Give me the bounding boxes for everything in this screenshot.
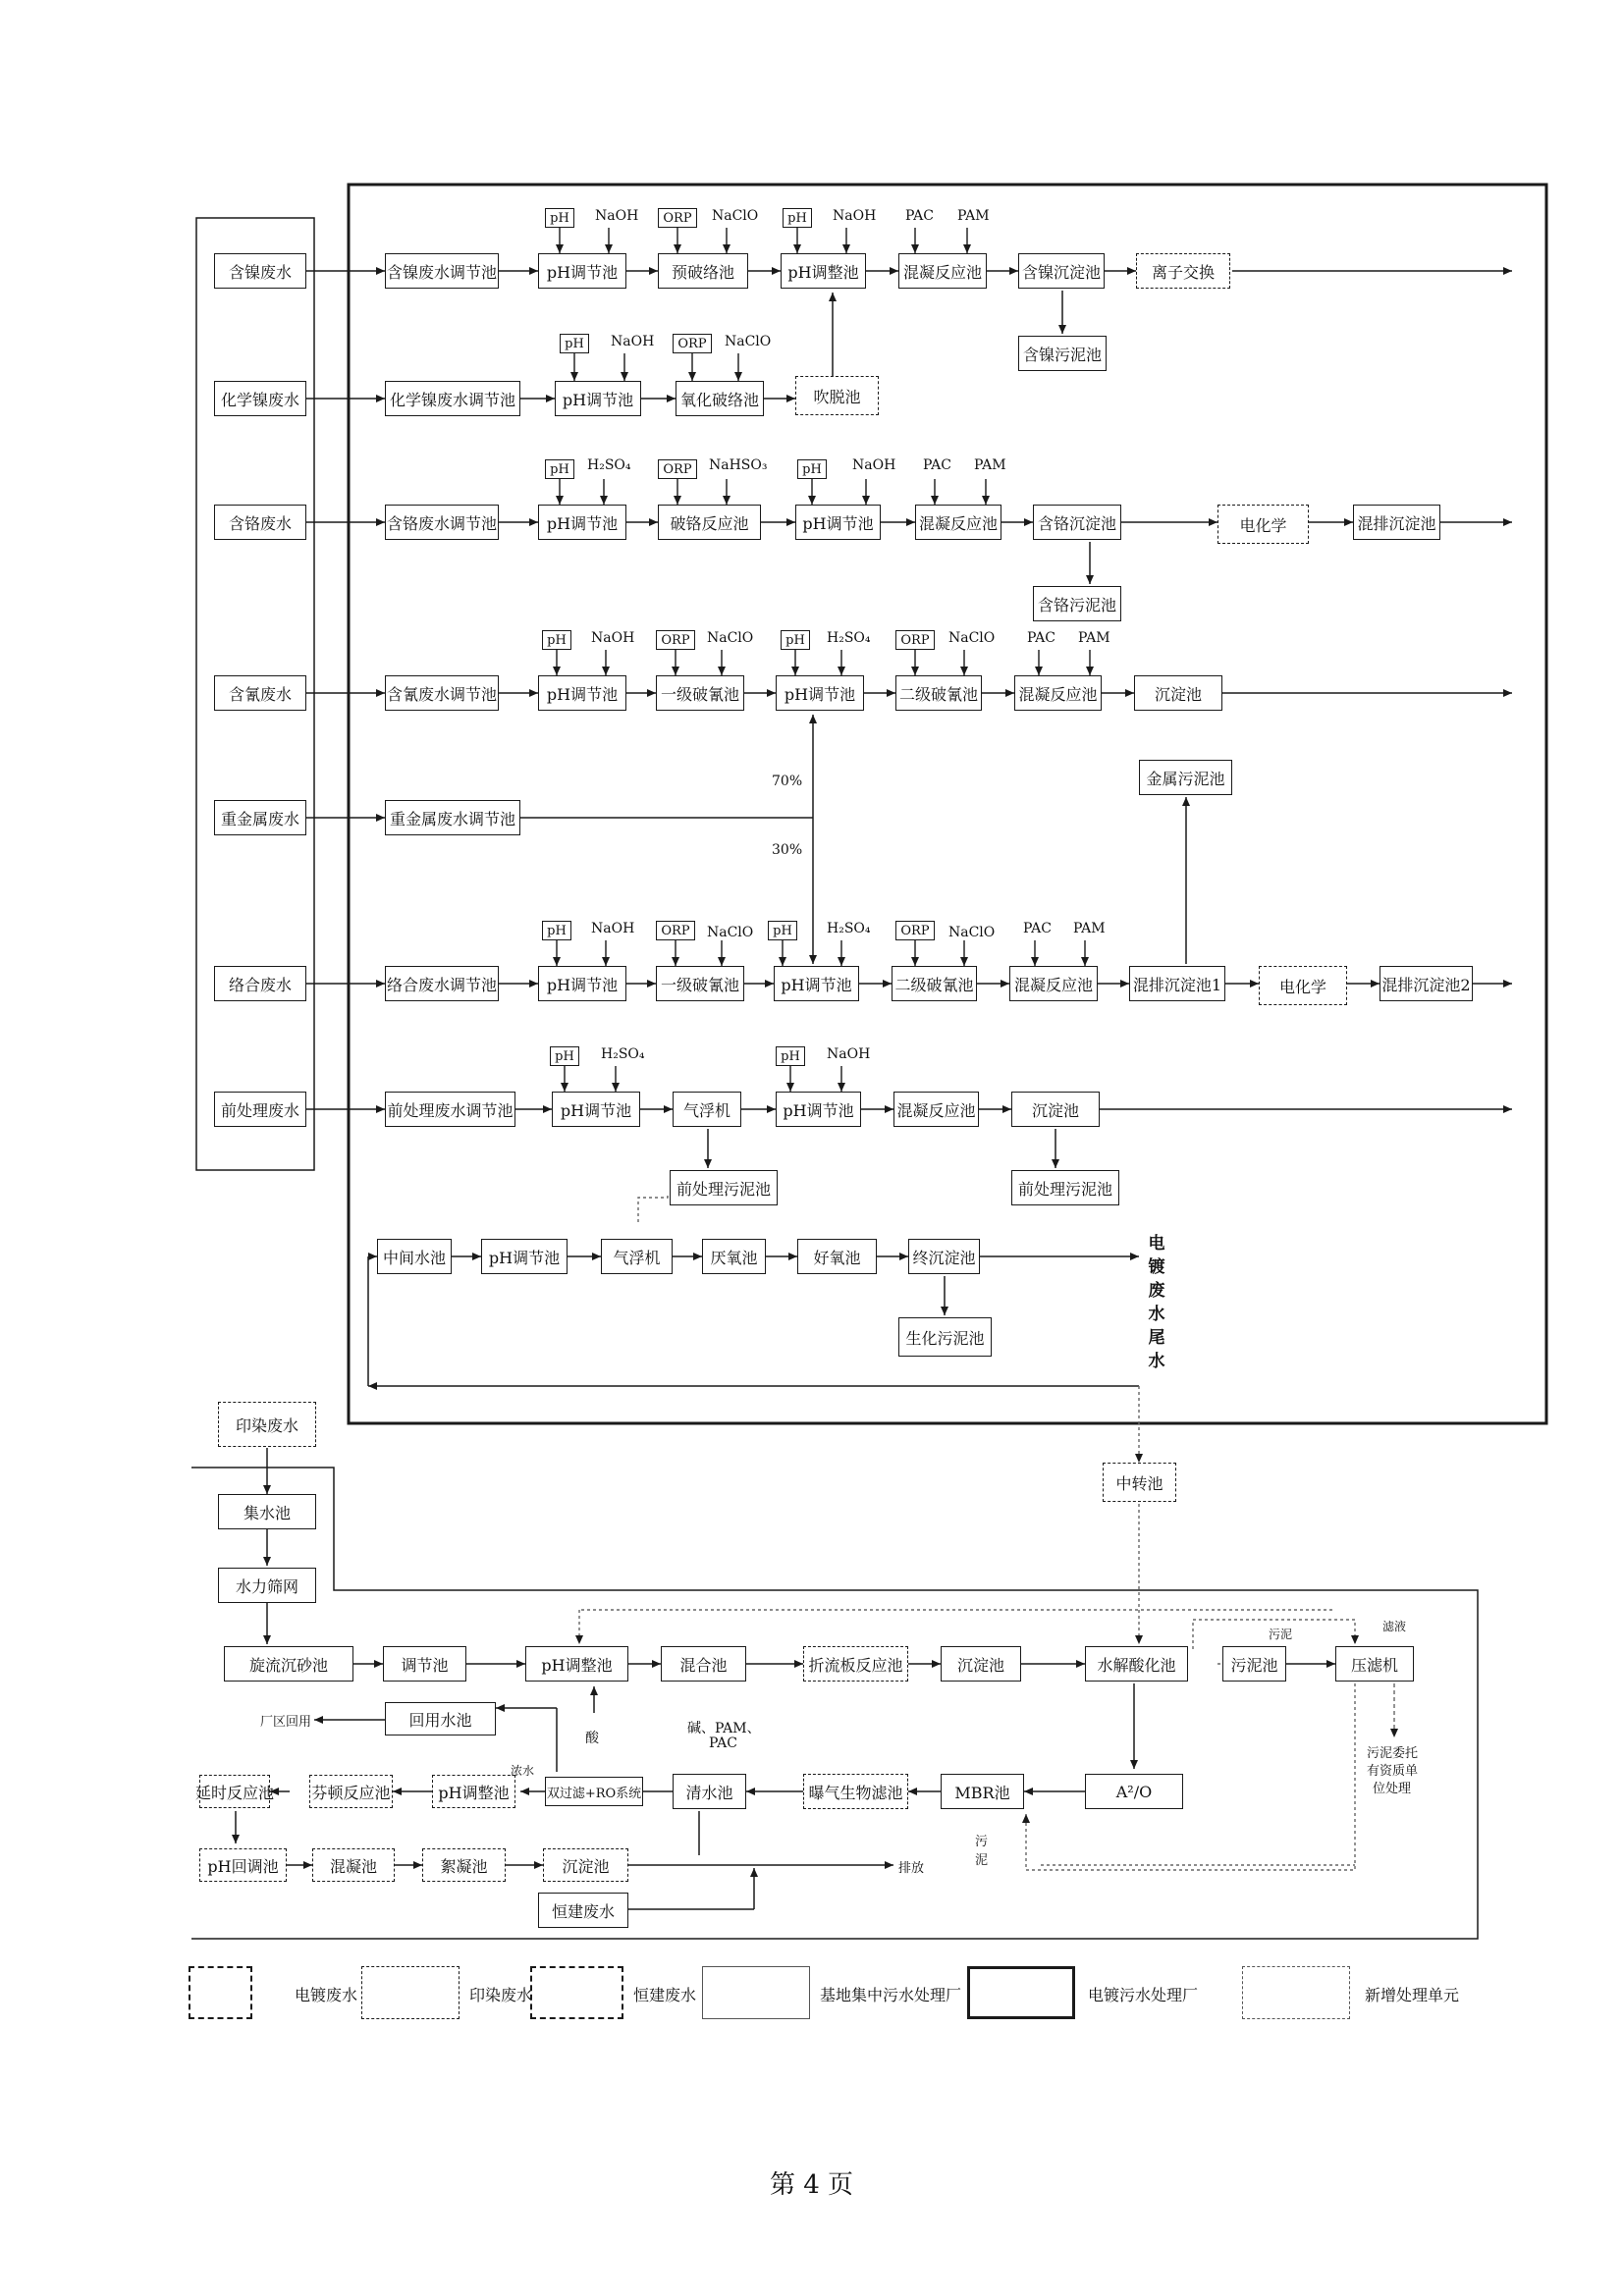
- label-alkali-pam: 碱、PAM、: [687, 1721, 761, 1736]
- label-acid: 酸: [585, 1731, 599, 1746]
- anaerobic-tank: 厌氧池: [702, 1239, 766, 1274]
- complex-chem-naclo-1: NaClO: [707, 925, 754, 940]
- chrome-electrochem: 电化学: [1217, 505, 1309, 544]
- chrome-ph-tank-2: pH调节池: [795, 505, 881, 540]
- cyanide-stage2-tank: 二级破氰池: [895, 675, 982, 711]
- chrome-tag-ph-1: pH: [545, 459, 574, 479]
- mixed-settling-tank-2: 混排沉淀池2: [1380, 966, 1473, 1001]
- complex-tag-ph-2: pH: [768, 921, 797, 940]
- chrome-chem-h2so4: H₂SO₄: [587, 457, 631, 473]
- electroplating-tail-water-label: 电镀废水尾水: [1148, 1234, 1165, 1371]
- baffle-reaction-tank: 折流板反应池: [803, 1646, 908, 1682]
- cyanide-tag-orp-1: ORP: [656, 630, 695, 650]
- cyanide-chem-naoh: NaOH: [591, 630, 635, 646]
- nickel-coag-tank: 混凝反应池: [898, 253, 987, 289]
- pretreat-chem-naoh: NaOH: [827, 1046, 871, 1062]
- cyanide-ph-tank: pH调节池: [538, 675, 626, 711]
- chrome-settling-tank: 含铬沉淀池: [1033, 505, 1121, 540]
- legend-label-central-plant: 基地集中污水处理厂: [820, 1986, 962, 2004]
- fenton-reaction-tank: 芬顿反应池: [309, 1775, 393, 1808]
- label-sludge-entrusted-3: 位处理: [1373, 1782, 1412, 1796]
- page-footer: 第 4 页: [769, 2170, 854, 2200]
- pretreat-chem-h2so4: H₂SO₄: [601, 1046, 645, 1062]
- electroplating-plant-frame: [349, 185, 1546, 1423]
- cyanide-coag-tank: 混凝反应池: [1014, 675, 1102, 711]
- label-pac: PAC: [709, 1735, 737, 1751]
- bio-sludge-tank: 生化污泥池: [898, 1317, 992, 1357]
- aerobic-tank: 好氧池: [797, 1239, 877, 1274]
- double-filter-ro-system: 双过滤+RO系统: [545, 1777, 643, 1806]
- collection-tank: 集水池: [218, 1494, 316, 1529]
- label-mbr-sludge-2: 泥: [975, 1853, 989, 1868]
- legend-label-hengjian: 恒建废水: [633, 1986, 697, 2004]
- complex-stage1-tank: 一级破氰池: [656, 966, 744, 1001]
- chrome-tag-ph-2: pH: [797, 459, 827, 479]
- chem-nickel-chem-naclo: NaClO: [725, 334, 772, 349]
- regulating-tank: 调节池: [383, 1646, 466, 1682]
- dotted-arrows: [579, 1193, 1394, 1870]
- chrome-chem-pam: PAM: [974, 457, 1006, 473]
- nickel-chem-naclo: NaClO: [712, 208, 759, 224]
- nickel-ph-tank: pH调节池: [538, 253, 626, 289]
- label-sludge-entrusted-2: 有资质单: [1367, 1764, 1419, 1779]
- complex-chem-h2so4: H₂SO₄: [827, 921, 871, 936]
- nickel-chem-naoh-2: NaOH: [833, 208, 877, 224]
- cyanide-equalization-tank: 含氰废水调节池: [385, 675, 499, 711]
- transfer-tank: 中转池: [1103, 1463, 1176, 1502]
- complex-tag-orp-1: ORP: [656, 921, 695, 940]
- heavy-metal-equalization-tank: 重金属废水调节池: [385, 800, 520, 835]
- cyanide-chem-naclo-1: NaClO: [707, 630, 754, 646]
- pretreat-settling-tank: 沉淀池: [1011, 1092, 1100, 1127]
- source-cyanide: 含氰废水: [214, 675, 306, 711]
- cyanide-settling-tank: 沉淀池: [1134, 675, 1222, 711]
- label-discharge: 排放: [898, 1861, 925, 1876]
- oxidation-complex-tank: 氧化破络池: [676, 381, 764, 416]
- final-settling-tank-central: 沉淀池: [543, 1848, 628, 1882]
- pretreat-tag-ph-1: pH: [550, 1046, 579, 1066]
- central-sludge-tank: 污泥池: [1222, 1646, 1286, 1682]
- label-sludge-entrusted-1: 污泥委托: [1367, 1746, 1419, 1761]
- nickel-ph-adjust-tank: pH调整池: [781, 253, 866, 289]
- stripping-tank: 吹脱池: [795, 376, 879, 415]
- complex-equalization-tank: 络合废水调节池: [385, 966, 499, 1001]
- nickel-settling-tank: 含镍沉淀池: [1018, 253, 1105, 289]
- chem-nickel-chem-naoh: NaOH: [611, 334, 655, 349]
- reuse-water-tank: 回用水池: [385, 1702, 496, 1735]
- hengjian-wastewater: 恒建废水: [538, 1893, 628, 1928]
- legend-label-dyeing: 印染废水: [469, 1986, 533, 2004]
- source-chem-nickel: 化学镍废水: [214, 381, 306, 416]
- complex-chem-pam: PAM: [1073, 921, 1106, 936]
- chrome-coag-tank: 混凝反应池: [915, 505, 1001, 540]
- source-complex: 络合废水: [214, 966, 306, 1001]
- cyanide-chem-h2so4: H₂SO₄: [827, 630, 871, 646]
- mixing-tank: 混合池: [661, 1646, 746, 1682]
- nickel-chem-naoh-1: NaOH: [595, 208, 639, 224]
- chem-nickel-equalization-tank: 化学镍废水调节池: [385, 381, 520, 416]
- coagulation-tank: 混凝池: [312, 1848, 395, 1882]
- hydraulic-screen: 水力筛网: [218, 1568, 316, 1603]
- pretreat-tag-ph-2: pH: [776, 1046, 805, 1066]
- pretreat-equalization-tank: 前处理废水调节池: [385, 1092, 515, 1127]
- pretreat-coag-tank: 混凝反应池: [893, 1092, 979, 1127]
- cyclone-grit-chamber: 旋流沉砂池: [224, 1646, 353, 1682]
- pretreat-ph-tank: pH调节池: [552, 1092, 640, 1127]
- ratio-70: 70%: [772, 774, 803, 789]
- pretreat-sludge-tank-1: 前处理污泥池: [670, 1170, 778, 1205]
- mixed-settling-tank-1: 混排沉淀池1: [1129, 966, 1225, 1001]
- bio-ph-tank: pH调节池: [481, 1239, 568, 1274]
- complex-ph-tank: pH调节池: [538, 966, 626, 1001]
- chrome-chem-pac: PAC: [923, 457, 951, 473]
- clear-water-tank: 清水池: [673, 1774, 746, 1809]
- label-concentrate: 浓水: [511, 1764, 535, 1778]
- legend-label-electroplating: 电镀废水: [295, 1986, 358, 2004]
- flocculation-tank: 絮凝池: [422, 1848, 506, 1882]
- chrome-mixed-settling-tank: 混排沉淀池: [1353, 505, 1440, 540]
- legend-swatch-electroplating-plant: [967, 1966, 1075, 2019]
- complex-chem-naoh: NaOH: [591, 921, 635, 936]
- chem-nickel-tag-ph: pH: [560, 334, 589, 353]
- cyanide-tag-ph-1: pH: [542, 630, 571, 650]
- cyanide-ph-tank-2: pH调节池: [776, 675, 864, 711]
- metal-sludge-tank: 金属污泥池: [1139, 760, 1232, 795]
- complex-ph-tank-2: pH调节池: [774, 966, 859, 1001]
- cyanide-stage1-tank: 一级破氰池: [656, 675, 744, 711]
- chrome-chem-naoh: NaOH: [852, 457, 896, 473]
- pretreat-sludge-tank-2: 前处理污泥池: [1011, 1170, 1119, 1205]
- cyanide-tag-ph-2: pH: [781, 630, 810, 650]
- source-pretreat: 前处理废水: [214, 1092, 306, 1127]
- dyeing-wastewater: 印染废水: [218, 1402, 316, 1447]
- cyanide-chem-pac: PAC: [1027, 630, 1055, 646]
- chrome-ph-tank: pH调节池: [538, 505, 626, 540]
- a2o-tank: A²/O: [1085, 1774, 1183, 1809]
- ph-readjust-tank: pH回调池: [199, 1848, 287, 1882]
- mbr-tank: MBR池: [941, 1774, 1024, 1809]
- chem-nickel-ph-tank: pH调节池: [555, 381, 641, 416]
- label-filtrate: 滤液: [1382, 1620, 1407, 1633]
- complex-tag-orp-2: ORP: [895, 921, 935, 940]
- cyanide-chem-pam: PAM: [1078, 630, 1110, 646]
- chem-nickel-tag-orp: ORP: [673, 334, 712, 353]
- ion-exchange: 离子交换: [1136, 253, 1230, 289]
- legend-swatch-central-plant: [702, 1966, 810, 2019]
- label-sludge: 污泥: [1269, 1628, 1293, 1641]
- filter-press: 压滤机: [1335, 1646, 1414, 1682]
- bio-air-flotation: 气浮机: [601, 1239, 673, 1274]
- pretreat-air-flotation: 气浮机: [673, 1092, 741, 1127]
- central-settling-tank: 沉淀池: [941, 1646, 1021, 1682]
- nickel-chem-pam: PAM: [957, 208, 990, 224]
- complex-stage2-tank: 二级破氰池: [892, 966, 977, 1001]
- complex-chem-naclo-2: NaClO: [948, 925, 996, 940]
- legend-swatch-dyeing: [361, 1966, 460, 2019]
- legend-swatch-new-unit: [1242, 1966, 1350, 2019]
- source-nickel: 含镍废水: [214, 253, 306, 289]
- nickel-tag-orp: ORP: [658, 208, 697, 228]
- legend-label-new-unit: 新增处理单元: [1365, 1986, 1460, 2004]
- nickel-equalization-tank: 含镍废水调节池: [385, 253, 499, 289]
- complex-coag-tank: 混凝反应池: [1009, 966, 1098, 1001]
- chrome-break-tank: 破铬反应池: [658, 505, 761, 540]
- chrome-chem-nahso3: NaHSO₃: [709, 457, 768, 473]
- nickel-chem-pac: PAC: [905, 208, 934, 224]
- legend-label-electroplating-plant: 电镀污水处理厂: [1088, 1986, 1199, 2004]
- central-ph-adjust-tank-2: pH调整池: [432, 1775, 515, 1808]
- legend-swatch-electroplating: [189, 1966, 252, 2019]
- nickel-sludge-tank: 含镍污泥池: [1018, 336, 1107, 371]
- source-chrome: 含铬废水: [214, 505, 306, 540]
- source-heavy-metal: 重金属废水: [214, 800, 306, 835]
- intermediate-tank: 中间水池: [377, 1239, 452, 1274]
- central-ph-adjust-tank: pH调整池: [525, 1646, 628, 1682]
- chrome-tag-orp: ORP: [658, 459, 697, 479]
- cyanide-chem-naclo-2: NaClO: [948, 630, 996, 646]
- chem-dosing-arrows: [557, 228, 1090, 1092]
- cyanide-tag-orp-2: ORP: [895, 630, 935, 650]
- legend-swatch-hengjian: [530, 1966, 623, 2019]
- chrome-sludge-tank: 含铬污泥池: [1033, 586, 1121, 621]
- ratio-30: 30%: [772, 842, 803, 858]
- final-settling-tank: 终沉淀池: [908, 1239, 980, 1274]
- pretreat-ph-tank-2: pH调节池: [776, 1092, 861, 1127]
- nickel-tag-ph-2: pH: [783, 208, 812, 228]
- label-plant-reuse: 厂区回用: [260, 1715, 312, 1730]
- chrome-equalization-tank: 含铬废水调节池: [385, 505, 499, 540]
- complex-chem-pac: PAC: [1023, 921, 1052, 936]
- hydrolysis-acidification-tank: 水解酸化池: [1085, 1646, 1188, 1682]
- complex-tag-ph-1: pH: [542, 921, 571, 940]
- delay-reaction-tank: 延时反应池: [199, 1775, 270, 1808]
- complex-electrochem: 电化学: [1259, 966, 1347, 1005]
- label-mbr-sludge-1: 污: [975, 1835, 989, 1849]
- nickel-pre-complex-tank: 预破络池: [658, 253, 748, 289]
- aerated-biofilter: 曝气生物滤池: [803, 1774, 908, 1809]
- nickel-tag-ph-1: pH: [545, 208, 574, 228]
